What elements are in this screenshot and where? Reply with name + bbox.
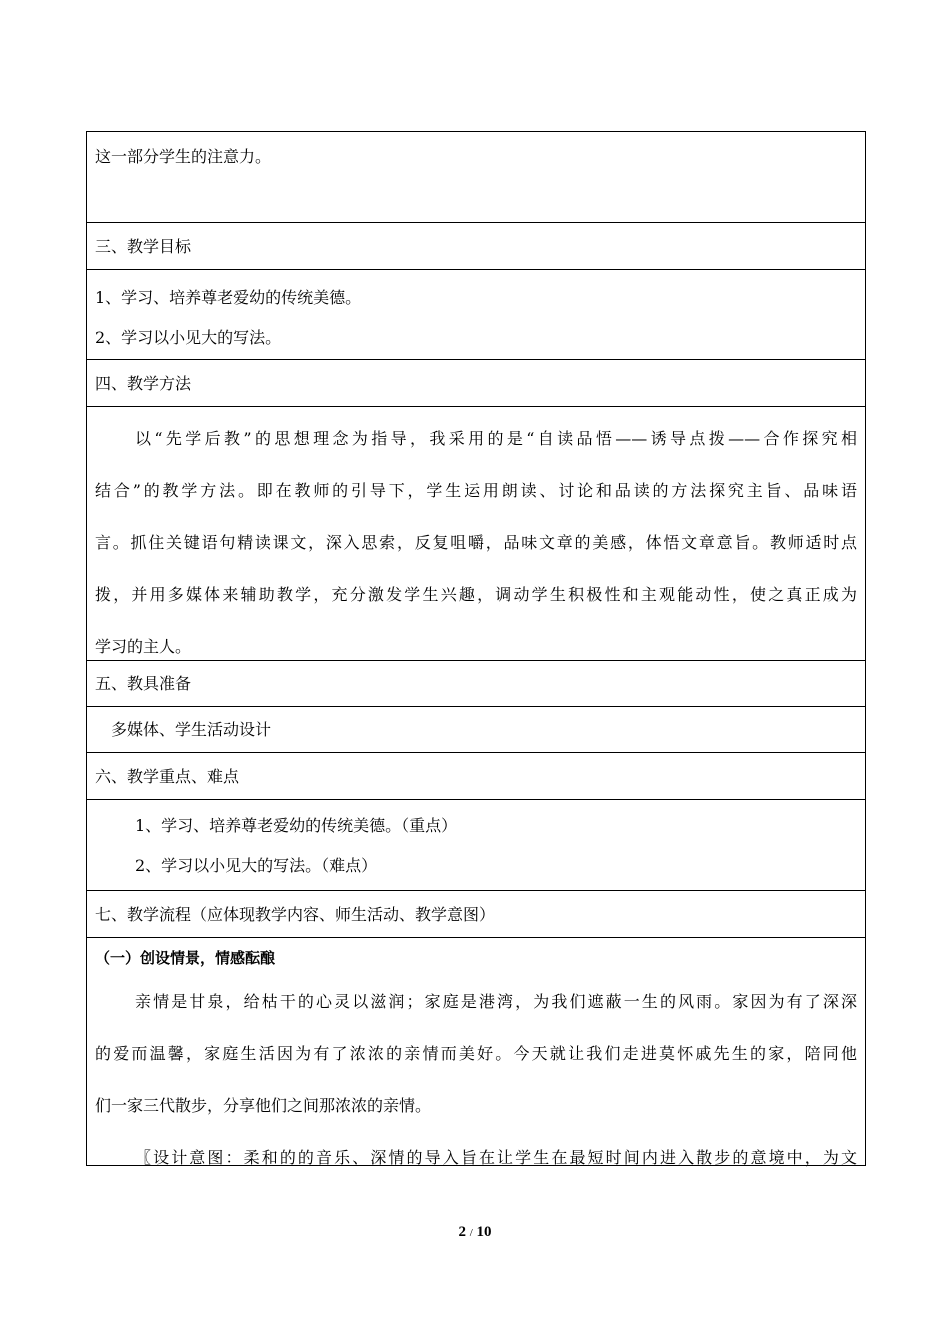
flow-line: 〖设计意图：柔和的的音乐、深情的导入旨在让学生在最短时间内进入散步的意境中，为文 xyxy=(135,1148,857,1167)
flow-heading: 七、教学流程（应体现教学内容、师生活动、教学意图） xyxy=(95,905,496,924)
key-heading: 六、教学重点、难点 xyxy=(95,767,240,786)
flow-content-row xyxy=(86,938,866,1166)
lesson-plan-table xyxy=(86,131,866,1166)
method-heading: 四、教学方法 xyxy=(95,374,192,393)
method-line: 拨，并用多媒体来辅助教学，充分激发学生兴趣，调动学生积极性和主观能动性，使之真正成为 xyxy=(95,585,857,604)
page-current: 2 xyxy=(458,1224,466,1240)
key-item: 1、学习、培养尊老爱幼的传统美德。（重点） xyxy=(135,816,458,835)
key-item: 2、学习以小见大的写法。（难点） xyxy=(135,856,378,875)
method-heading-row xyxy=(86,360,866,407)
flow-line: 们一家三代散步，分享他们之间那浓浓的亲情。 xyxy=(95,1096,432,1115)
prep-content: 多媒体、学生活动设计 xyxy=(111,720,272,739)
method-line: 以“先学后教”的思想理念为指导，我采用的是“自读品悟——诱导点拨——合作探究相 xyxy=(135,429,857,448)
prep-heading: 五、教具准备 xyxy=(95,674,192,693)
key-row xyxy=(86,800,866,891)
page-separator: / xyxy=(469,1227,473,1239)
intro-tail-text: 这一部分学生的注意力。 xyxy=(95,147,272,166)
flow-line: 亲情是甘泉，给枯干的心灵以滋润；家庭是港湾，为我们遮蔽一生的风雨。家因为有了深深 xyxy=(135,992,857,1011)
goals-row xyxy=(86,270,866,360)
prep-heading-row xyxy=(86,661,866,707)
page-total: 10 xyxy=(476,1224,492,1240)
method-row xyxy=(86,407,866,661)
method-line: 结合”的教学方法。即在教师的引导下，学生运用朗读、讨论和品读的方法探究主旨、品味语 xyxy=(95,481,857,500)
intro-tail-row xyxy=(86,131,866,223)
method-line: 言。抓住关键语句精读课文，深入思索，反复咀嚼，品味文章的美感，体悟文章意旨。教师适时点 xyxy=(95,533,857,552)
goal-item: 2、学习以小见大的写法。 xyxy=(95,328,282,347)
goals-heading: 三、教学目标 xyxy=(95,237,192,256)
goals-heading-row xyxy=(86,223,866,270)
flow-subheading: （一）创设情景，情感酝酿 xyxy=(95,949,276,967)
page-number xyxy=(0,1224,950,1241)
prep-content-row xyxy=(86,707,866,753)
flow-line: 的爱而温馨，家庭生活因为有了浓浓的亲情而美好。今天就让我们走进莫怀戚先生的家，陪同他 xyxy=(95,1044,857,1063)
goal-item: 1、学习、培养尊老爱幼的传统美德。 xyxy=(95,288,362,307)
flow-heading-row xyxy=(86,891,866,938)
method-line: 学习的主人。 xyxy=(95,637,192,656)
key-heading-row xyxy=(86,753,866,800)
